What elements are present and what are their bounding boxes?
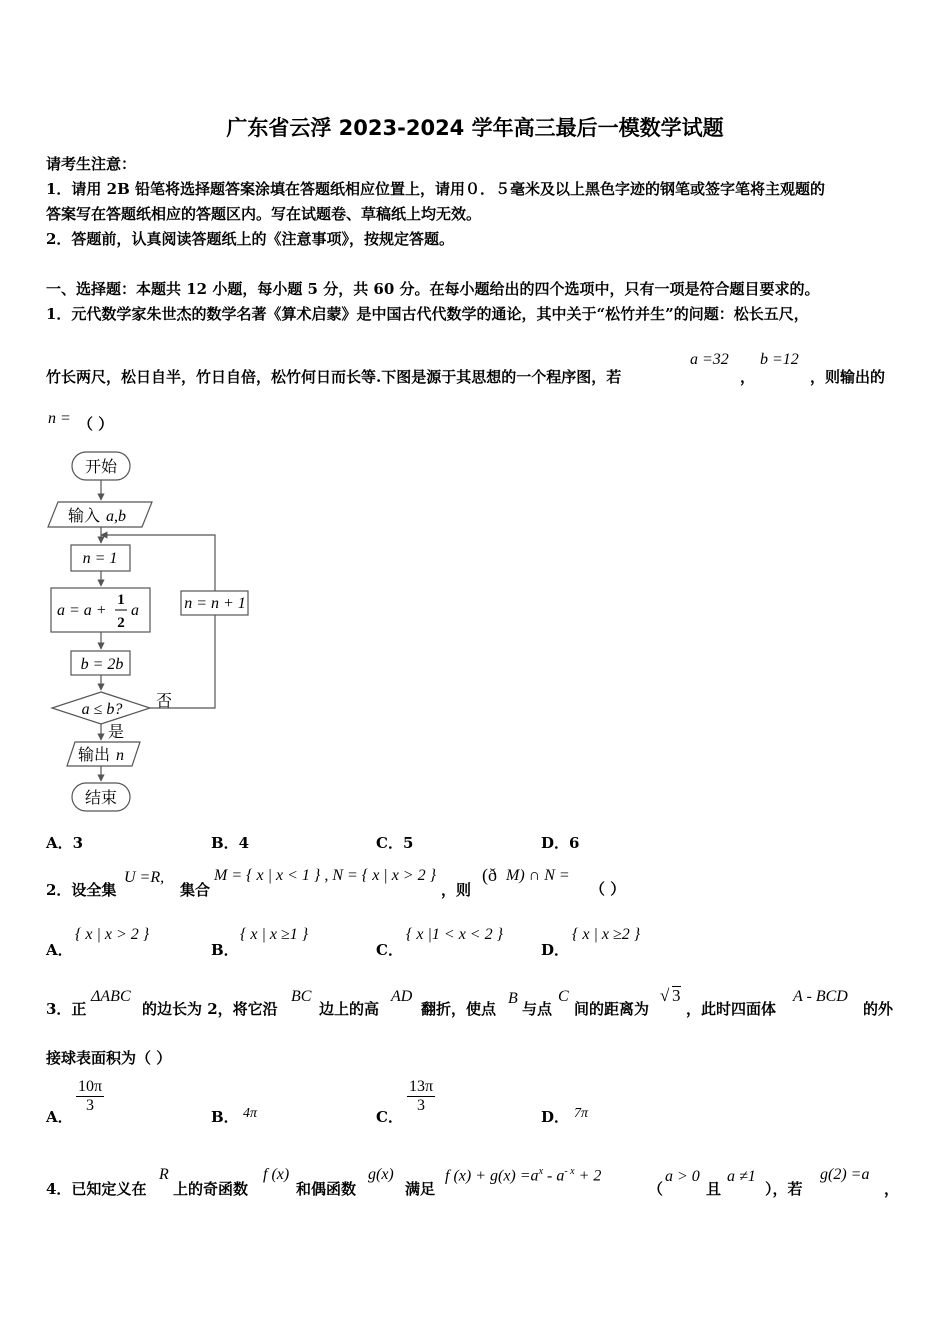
q3-text-7: 的外 (863, 1000, 894, 1018)
notice-line-2: 答案写在答题纸相应的答题区内。写在试题卷、草稿纸上均无效。 (46, 205, 482, 223)
q3-option-c-num: 13π (409, 1078, 434, 1095)
q3-text-4: 与点 (522, 1000, 553, 1018)
q4-eq-minus: - a (543, 1167, 565, 1185)
q2-set-label: 集合 (180, 881, 211, 899)
q3-prefix: 3．正 (46, 1000, 87, 1018)
q3-triangle: ΔABC (91, 988, 131, 1005)
q4-eq-sup-1: x (538, 1166, 544, 1177)
q4-end: ， (884, 1180, 900, 1198)
flow-end-label: 结束 (84, 790, 118, 807)
q4-cond-1: a > 0 (665, 1168, 700, 1185)
q2-option-d: { x | x ≥2 } (572, 926, 641, 943)
flow-update-a-left: a = a + (57, 602, 107, 619)
flow-yes-label: 是 (108, 724, 125, 741)
q4-g2: g(2) =a (820, 1166, 870, 1183)
notice-line-1: 1．请用 2B 铅笔将选择题答案涂填在答题纸相应位置上，请用０．５毫米及以上黑色字迹的钢笔或签字笔将主观题的 (46, 180, 826, 198)
q2-label-d: D． (541, 941, 570, 959)
flow-output-var: n (116, 747, 124, 764)
q4-eq-plus: + 2 (574, 1167, 602, 1185)
q3-label-a: A． (46, 1108, 73, 1126)
notice-line-3: 2．答题前，认真阅读答题纸上的《注意事项》，按规定答题。 (46, 230, 454, 248)
q3-text-5: 间的距离为 (574, 1000, 650, 1018)
flow-input-label: 输入 (68, 508, 101, 525)
q3-label-b: B． (211, 1108, 239, 1126)
q3-point-b: B (508, 990, 518, 1007)
q3-text-1: 的边长为 2，将它沿 (142, 1000, 278, 1018)
q4-equation (445, 1166, 601, 1185)
q2-expression: M) ∩ N = (506, 867, 570, 884)
q1-option-b: B．4 (211, 834, 250, 852)
flow-increment-label: n = n + 1 (184, 595, 246, 612)
q2-option-a: { x | x > 2 } (75, 926, 150, 943)
q4-text-2: 和偶函数 (296, 1180, 357, 1198)
q1-n-eq: n = (48, 410, 71, 427)
q4-and: 且 (706, 1180, 722, 1198)
q3-tetrahedron: A - BCD (793, 988, 848, 1005)
q3-label-c: C． (376, 1108, 403, 1126)
q3-option-c-den: 3 (417, 1097, 426, 1114)
q1-line-2: 竹长两尺，松日自半，竹日自倍，松竹何日而长等.下图是源于其思想的一个程序图，若 (46, 368, 622, 386)
q2-label-c: C． (376, 941, 403, 959)
q3-label-d: D． (541, 1108, 570, 1126)
flow-update-a-var: a (131, 602, 139, 619)
q4-g: g(x) (368, 1166, 394, 1183)
q3-sqrt-sign: √ (660, 986, 670, 1005)
q4-text-1: 上的奇函数 (173, 1180, 249, 1198)
q3-text-2: 边上的高 (319, 1000, 380, 1018)
flow-frac-den: 2 (117, 615, 125, 631)
q3-option-a-num: 10π (78, 1078, 103, 1095)
flow-decision-label: a ≤ b? (81, 701, 123, 718)
q2-sets: M = { x | x < 1 } , N = { x | x > 2 } (214, 867, 436, 884)
q1-a-value: a =32 (690, 351, 729, 368)
q4-eq-sup-2: - x (564, 1166, 575, 1177)
q3-point-c: C (558, 988, 569, 1005)
q3-option-a (76, 1078, 104, 1115)
q2-option-b: { x | x ≥1 } (240, 926, 309, 943)
q2-then: ，则 (441, 881, 472, 899)
q3-option-a-den: 3 (86, 1097, 95, 1114)
q3-ad: AD (391, 988, 413, 1005)
q1-b-value: b =12 (760, 351, 799, 368)
q3-option-b: 4π (243, 1106, 258, 1121)
q3-option-c (407, 1078, 435, 1115)
q4-eq-main: f (x) + g(x) =a (445, 1167, 539, 1185)
q4-cond-close: ），若 (765, 1180, 803, 1198)
flow-start-label: 开始 (84, 459, 118, 476)
q3-sqrt-value: 3 (672, 986, 681, 1005)
q4-text-3: 满足 (405, 1180, 436, 1198)
page-title: 广东省云浮 2023-2024 学年高三最后一模数学试题 (226, 116, 724, 140)
q1-answer-paren: （ ） (78, 415, 114, 433)
flow-update-b-label: b = 2b (80, 656, 124, 673)
q2-complement: (ð (482, 865, 497, 885)
q2-label-b: B． (211, 941, 239, 959)
q2-universal-set: U =R, (124, 869, 165, 886)
q4-f: f (x) (263, 1166, 290, 1183)
section-heading: 一、选择题：本题共 12 小题，每小题 5 分，共 60 分。在每小题给出的四个选项中，只有一项是符合题目要求的。 (46, 280, 820, 298)
q2-option-c: { x |1 < x < 2 } (406, 926, 503, 943)
q4-prefix: 4．已知定义在 (46, 1180, 147, 1198)
q1-line-2-end: ，则输出的 (810, 368, 886, 386)
flow-input-vars: a,b (106, 508, 126, 525)
q4-cond-open: （ (648, 1180, 664, 1198)
q1-option-a: A．3 (46, 834, 84, 852)
q3-text-6: ，此时四面体 (686, 1000, 777, 1018)
flow-frac-num: 1 (117, 592, 125, 608)
q2-prefix: 2．设全集 (46, 881, 117, 899)
q2-label-a: A． (46, 941, 73, 959)
flow-no-label: 否 (156, 693, 173, 710)
flow-output-label: 输出 (78, 747, 111, 764)
q1-option-c: C．5 (376, 834, 414, 852)
q1-line-1: 1．元代数学家朱世杰的数学名著《算术启蒙》是中国古代代数学的通论，其中关于“松竹并生”的问题：松长五尺， (46, 305, 809, 323)
flowchart (40, 445, 300, 825)
q3-bc: BC (291, 988, 312, 1005)
q4-r: R (159, 1166, 169, 1183)
q4-cond-2: a ≠1 (727, 1168, 756, 1185)
flow-init-label: n = 1 (82, 550, 118, 567)
q3-line-2: 接球表面积为（ ） (46, 1049, 172, 1067)
q3-option-d: 7π (574, 1106, 589, 1121)
notice-heading: 请考生注意： (46, 155, 137, 173)
q1-option-d: D．6 (541, 834, 580, 852)
q1-comma: ， (740, 368, 756, 386)
q2-answer-paren: （ ） (590, 880, 626, 898)
q3-text-3: 翻折，使点 (421, 1000, 497, 1018)
